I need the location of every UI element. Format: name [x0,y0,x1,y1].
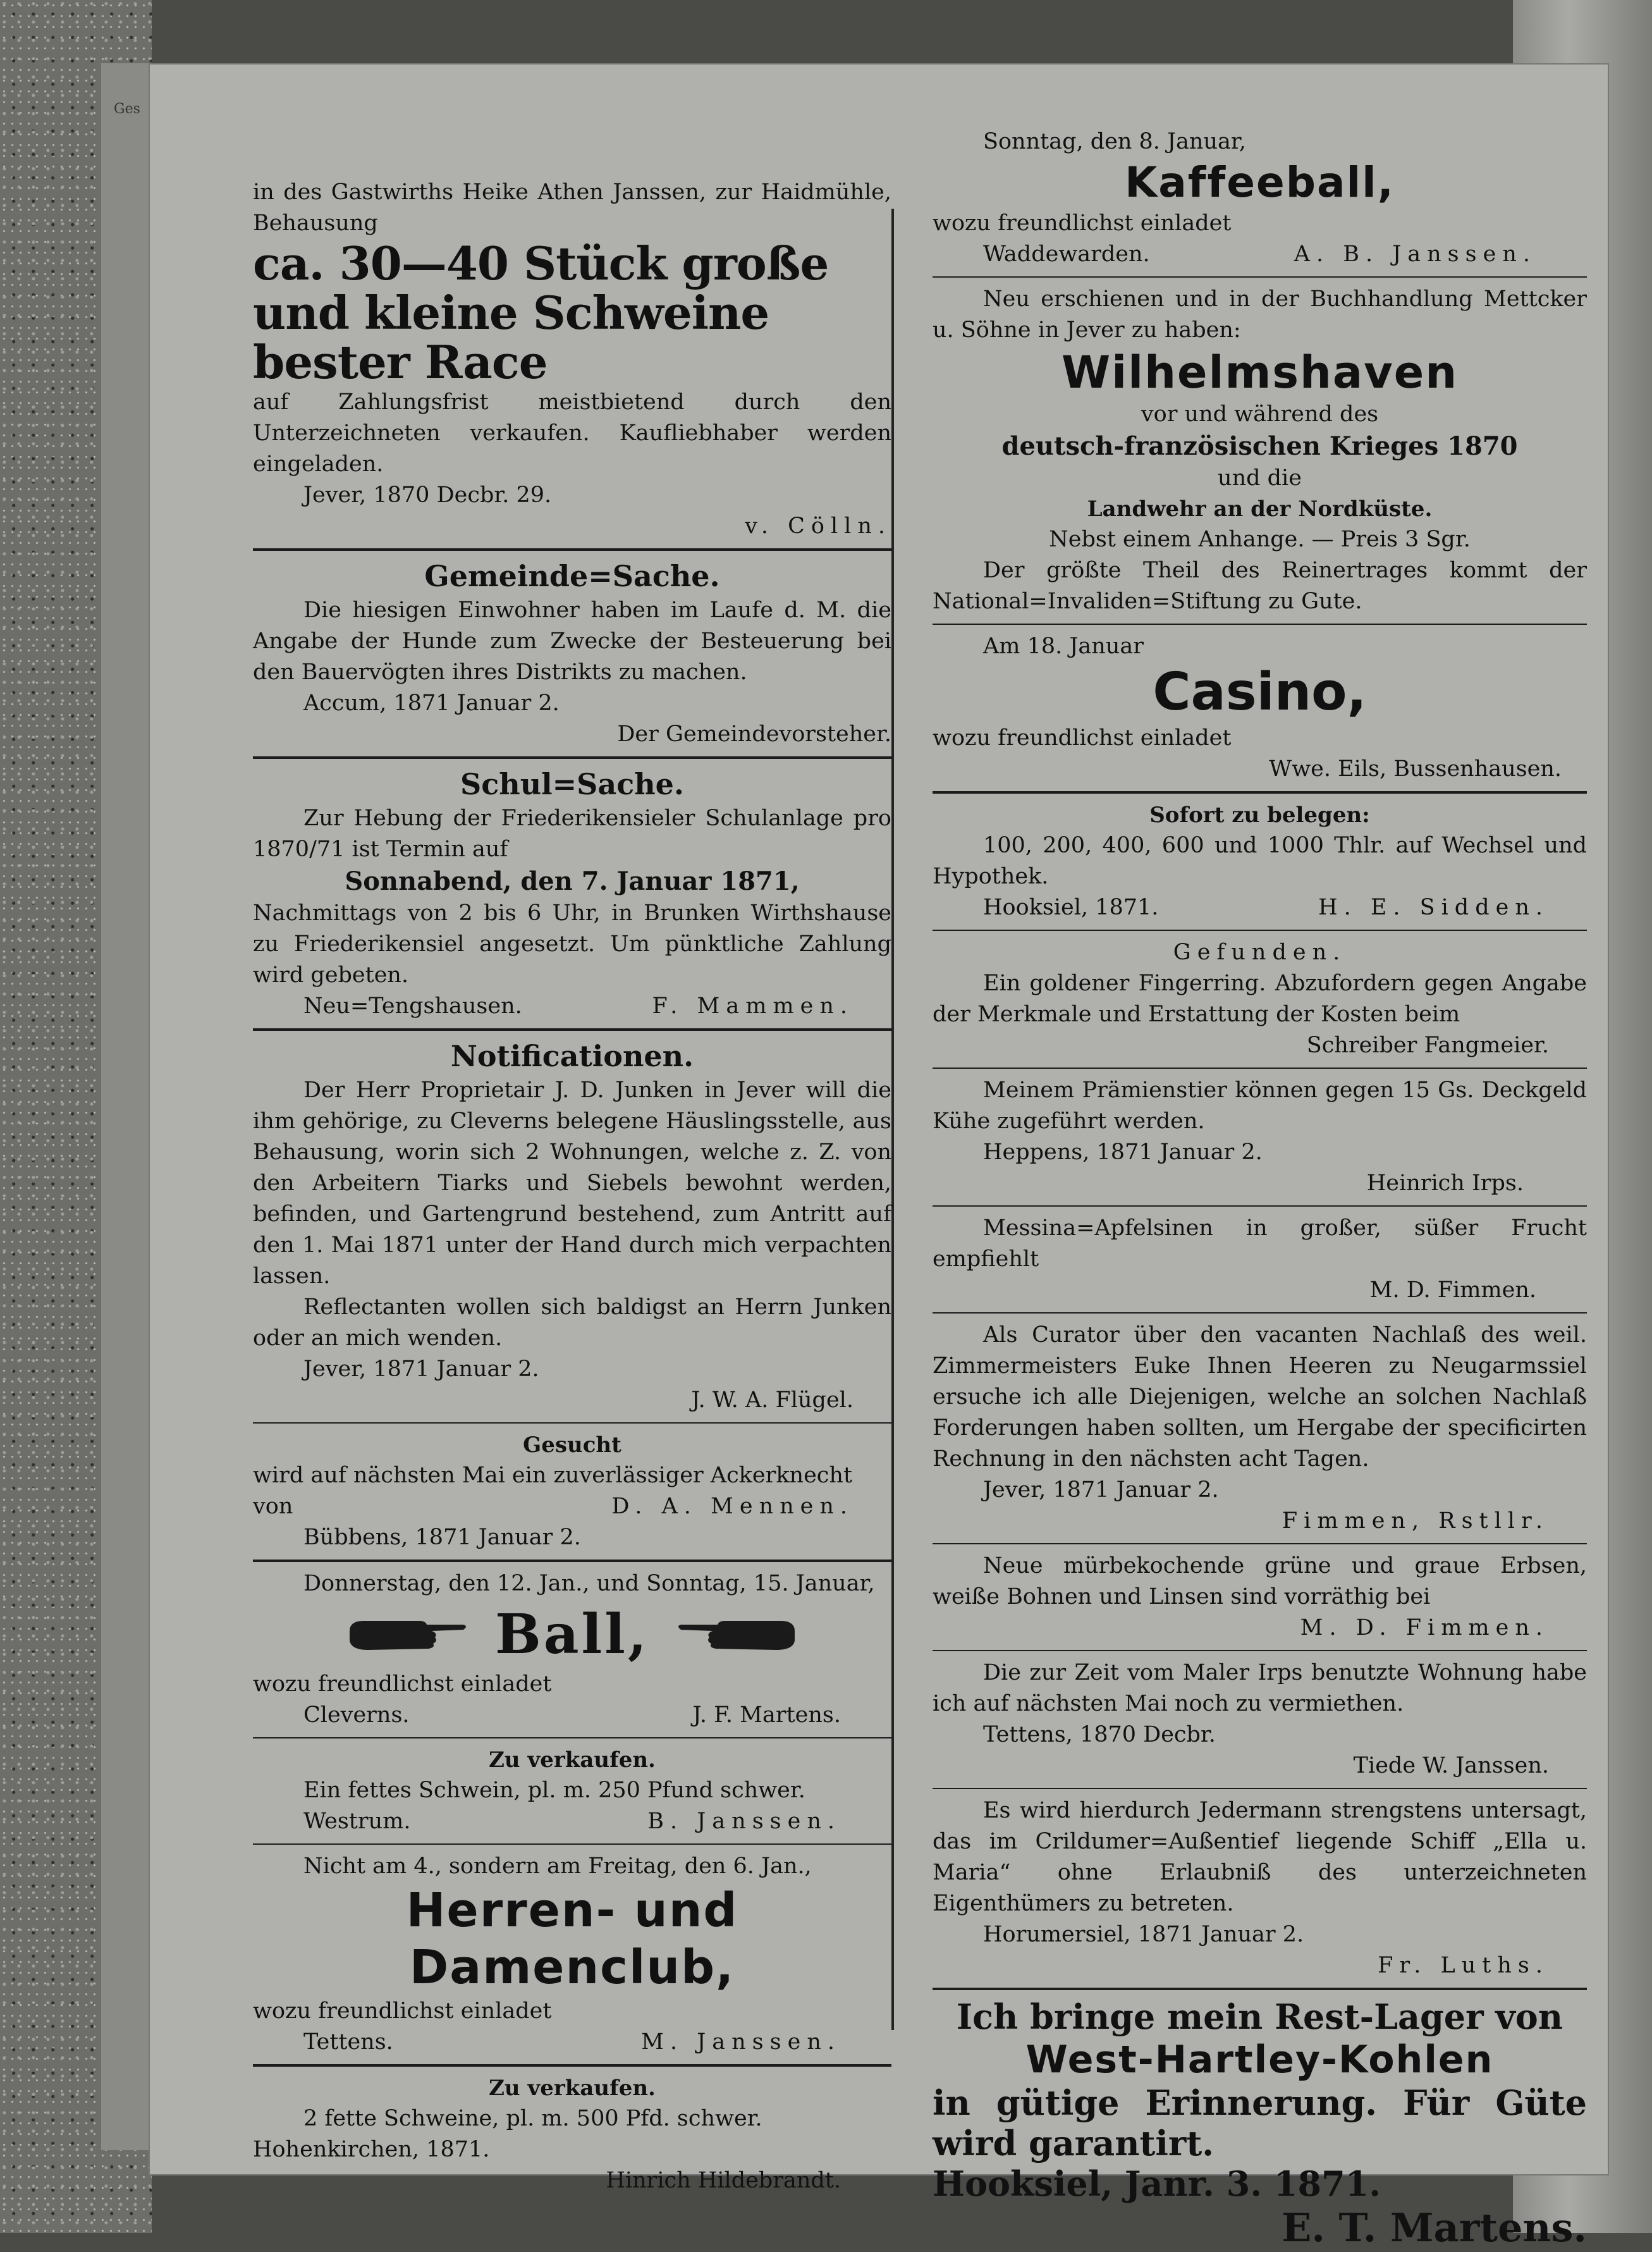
ad-body: Es wird hierdurch Jedermann strengstens untersagt, das im Crildumer=Außentief liegende Schiff „Ella u. Maria“ ohne Erlaubniß des unterzeichneten Eigenthümers zu betreten. [933,1798,1587,1916]
ad-footer [933,892,1587,923]
ad-date: Tettens, 1870 Decbr. [983,1722,1216,1747]
ad-headline: Kaffeeball, [1125,158,1395,207]
ad-footer [253,1700,891,1731]
ad-ball-headline [253,1599,891,1669]
previous-page-fragment: Ges [114,101,140,117]
ad-date: Accum, 1871 Januar 2. [303,691,560,716]
ad-body: wird auf nächsten Mai ein zuverlässiger Ackerknecht [253,1463,853,1488]
ad-date: Jever, 1870 Decbr. 29. [303,483,552,508]
separator-rule [253,2064,891,2067]
ad-nachlass [933,1320,1587,1537]
ad-body: 2 fette Schweine, pl. m. 500 Pfd. schwer. [303,2106,762,2131]
separator-rule [933,1312,1587,1314]
ad-signature: Schreiber Fangmeier. [1306,1033,1549,1058]
ad-zu-verkaufen-1 [253,1745,891,1837]
ad-signature: J. W. A. Flügel. [691,1388,854,1413]
ad-body: auf Zahlungsfrist meistbietend durch den Unterzeichneten verkaufen. Kaufliebhaber werden eingeladen. [253,390,891,477]
ad-place: Cleverns. [303,1702,410,1728]
ad-title: Gefunden. [1173,940,1347,965]
column-divider [891,209,894,2030]
ad-footer [253,991,891,1022]
ad-signature: Tiede W. Janssen. [1353,1753,1549,1778]
separator-rule [933,1788,1587,1789]
ad-date: Hooksiel, Janr. 3. 1871. [933,2163,1381,2204]
ad-body-2: Nachmittags von 2 bis 6 Uhr, in Brunken Wirthshause zu Friederikensiel angesetzt. Um pünktliche Zahlung wird gebeten. [253,901,891,988]
separator-rule [253,1028,891,1031]
separator-rule [933,1988,1587,1990]
ad-headline: ca. 30—40 Stück große und kleine Schweine bester Race [253,237,829,389]
ad-footer [933,239,1587,270]
separator-rule [933,930,1587,931]
ad-gesucht [253,1430,891,1553]
ad-body: Ein fettes Schwein, pl. m. 250 Pfund schwer. [303,1778,805,1803]
ad-gefunden [933,937,1587,1061]
ad-title: Zu verkaufen. [489,1747,656,1773]
ad-wilhelmshaven-book [933,284,1587,617]
separator-rule [933,1068,1587,1069]
ad-headline: Wilhelmshaven [1061,347,1459,398]
ad-body: Meinem Prämienstier können gegen 15 Gs. Deckgeld Kühe zugeführt werden. [933,1078,1587,1134]
ad-erbsen [933,1551,1587,1644]
ad-body: 100, 200, 400, 600 und 1000 Thlr. auf Wechsel und Hypothek. [933,833,1587,889]
previous-page-edge [101,63,153,2150]
separator-rule [933,1205,1587,1207]
ad-date: Hohenkirchen, 1871. [253,2137,490,2162]
ad-intro: Sonntag, den 8. Januar, [983,129,1246,154]
ad-body-2: Reflectanten wollen sich baldigst an Herrn Junken oder an mich wenden. [253,1295,891,1351]
pointing-hand-right-icon [343,1612,470,1656]
ad-body: Messina=Apfelsinen in großer, süßer Frucht empfiehlt [933,1215,1587,1272]
ad-signature: F. Mammen. [652,994,854,1019]
separator-rule [933,276,1587,278]
left-column [253,177,891,2196]
ad-signature: Wwe. Eils, Bussenhausen. [1269,756,1562,782]
separator-rule [253,756,891,759]
ad-signature: v. Cölln. [745,514,891,539]
ad-signature: E. T. Martens. [1282,2205,1587,2251]
ad-body: Neue mürbekochende grüne und graue Erbsen, weiße Bohnen und Linsen sind vorräthig bei [933,1553,1587,1609]
ad-body: Die zur Zeit vom Maler Irps benutzte Wohnung habe ich auf nächsten Mai noch zu vermiethen. [933,1660,1587,1716]
ad-intro: in des Gastwirths Heike Athen Janssen, zur Haidmühle, Behausung [253,180,891,236]
separator-rule [253,1737,891,1738]
ad-body: wozu freundlichst einladet [933,725,1232,751]
ad-body: Zur Hebung der Friederikensieler Schulanlage pro 1870/71 ist Termin auf [253,806,891,862]
ad-signature: H. E. Sidden. [1318,895,1549,920]
ad-wohnung [933,1658,1587,1781]
ad-headline: Herren- und Damenclub, [406,1883,738,1995]
ad-footer [253,2027,891,2058]
ad-signature: Heinrich Irps. [1366,1171,1524,1196]
separator-rule [933,1650,1587,1651]
ad-body: Als Curator über den vacanten Nachlaß des weil. Zimmermeisters Euke Ihnen Heeren zu Neugarmssiel ersuche ich alle Diejenigen, welche an solchen Nachlaß Forderungen haben sollten, um Hergabe der specificirten Rechnung in den nächsten acht Tagen. [933,1322,1587,1472]
ad-intro: Nicht am 4., sondern am Freitag, den 6. Jan., [303,1854,812,1879]
ad-sofort-zu-belegen [933,800,1587,923]
ad-body: Der größte Theil des Reinertrages kommt der National=Invaliden=Stiftung zu Gute. [933,558,1587,614]
pointing-hand-left-icon [675,1612,801,1656]
ad-date: Heppens, 1871 Januar 2. [983,1140,1263,1165]
ad-place: Tettens. [303,2029,393,2055]
ad-place: Hooksiel, 1871. [983,895,1159,920]
newspaper-page [149,63,1609,2251]
ad-intro: Am 18. Januar [983,634,1144,659]
ad-title: Gemeinde=Sache. [424,559,720,593]
ad-body: Die hiesigen Einwohner haben im Laufe d. M. die Angabe der Hunde zum Zwecke der Besteuerung bei den Bauervögten ihres Distrikts zu machen. [253,598,891,685]
ad-notificationen [253,1037,891,1416]
ad-pig-auction [253,177,891,542]
ad-title: Gesucht [523,1432,621,1458]
ad-line-1: vor und während des [1141,402,1379,427]
ad-body: Der Herr Proprietair J. D. Junken in Jever will die ihm gehörige, zu Cleverns belegene Häuslingsstelle, aus Behausung, worin sich 2 Wohnungen, welche z. Z. von den Arbeitern Tiarks und Siebels bewohnt werden, befinden, und Gartengrund bestehend, zum Antritt auf den 1. Mai 1871 unter der Hand durch mich verpachten lassen. [253,1078,891,1289]
ad-place: Waddewarden. [983,242,1150,267]
separator-rule [253,1560,891,1562]
ad-date: Bübbens, 1871 Januar 2. [303,1525,581,1550]
ad-body-from: von [253,1494,293,1519]
ad-ball [253,1568,891,1731]
ad-apfelsinen [933,1213,1587,1306]
ad-signature: M. D. Fimmen. [1369,1277,1536,1303]
ad-intro: Neu erschienen und in der Buchhandlung Mettcker u. Söhne in Jever zu haben: [933,286,1587,343]
right-column [933,126,1587,2252]
ad-body: wozu freundlichst einladet [253,1671,552,1697]
ad-signature: J. F. Martens. [692,1702,841,1728]
ad-title: Notificationen. [450,1039,694,1073]
ad-herren-damenclub [253,1851,891,2058]
ad-gemeinde-sache [253,557,891,750]
ad-date-bold: Sonnabend, den 7. Januar 1871, [345,866,800,896]
ad-signature: A. B. Janssen. [1294,242,1536,267]
ad-kaffeeball [933,126,1587,270]
ad-body: wozu freundlichst einladet [253,1998,552,2024]
separator-rule [253,548,891,551]
ad-line-5: Nebst einem Anhange. — Preis 3 Sgr. [1049,527,1471,552]
ad-title: Zu verkaufen. [489,2076,656,2101]
ad-casino [933,631,1587,785]
ad-line-3: in gütige Erinnerung. Für Güte wird garantirt. [933,2083,1587,2163]
ad-body: wozu freundlichst einladet [933,211,1232,236]
ad-headline: Ball, [495,1602,649,1666]
ad-line-3: und die [1218,465,1302,491]
separator-rule [253,1422,891,1424]
ad-signature: D. A. Mennen. [611,1494,854,1519]
ad-place: Westrum. [303,1809,411,1834]
ad-date: Jever, 1871 Januar 2. [303,1357,539,1382]
ad-place: Neu=Tengshausen. [303,994,522,1019]
separator-rule [933,624,1587,625]
ad-signature: Fimmen, Rstllr. [1282,1508,1549,1534]
ad-kohlen [933,1997,1587,2252]
separator-rule [933,791,1587,794]
ad-signature: M. Janssen. [641,2029,841,2055]
ad-signature: Fr. Luths. [1378,1953,1549,1978]
ad-date: Jever, 1871 Januar 2. [983,1477,1219,1503]
ad-line-2: deutsch-französischen Krieges 1870 [1001,431,1518,461]
ad-footer [253,1806,891,1837]
ad-headline: West-Hartley-Kohlen [1025,2038,1494,2082]
ad-signature: Hinrich Hildebrandt. [606,2168,841,2193]
ad-line-1: Ich bringe mein Rest-Lager von [956,1997,1563,2037]
separator-rule [253,1843,891,1845]
ad-line-4: Landwehr an der Nordküste. [1087,496,1433,522]
ad-signature: B. Janssen. [647,1809,841,1834]
ad-body: Ein goldener Fingerring. Abzufordern gegen Angabe der Merkmale und Erstattung der Kosten beim [933,971,1587,1027]
ad-intro: Donnerstag, den 12. Jan., und Sonntag, 15. Januar, [303,1571,875,1596]
separator-rule [933,1543,1587,1544]
ad-schiff-verbot [933,1795,1587,1981]
ad-zu-verkaufen-2 [253,2073,891,2196]
ad-footer [253,1491,891,1522]
ad-date: Horumersiel, 1871 Januar 2. [983,1922,1304,1947]
ad-title: Schul=Sache. [460,767,684,801]
ad-signature: M. D. Fimmen. [1300,1615,1549,1640]
ad-schul-sache [253,765,891,1022]
ad-title: Sofort zu belegen: [1149,803,1370,828]
ad-praemienstier [933,1075,1587,1199]
ad-headline: Casino, [1153,662,1367,722]
ad-signature: Der Gemeindevorsteher. [617,722,891,747]
